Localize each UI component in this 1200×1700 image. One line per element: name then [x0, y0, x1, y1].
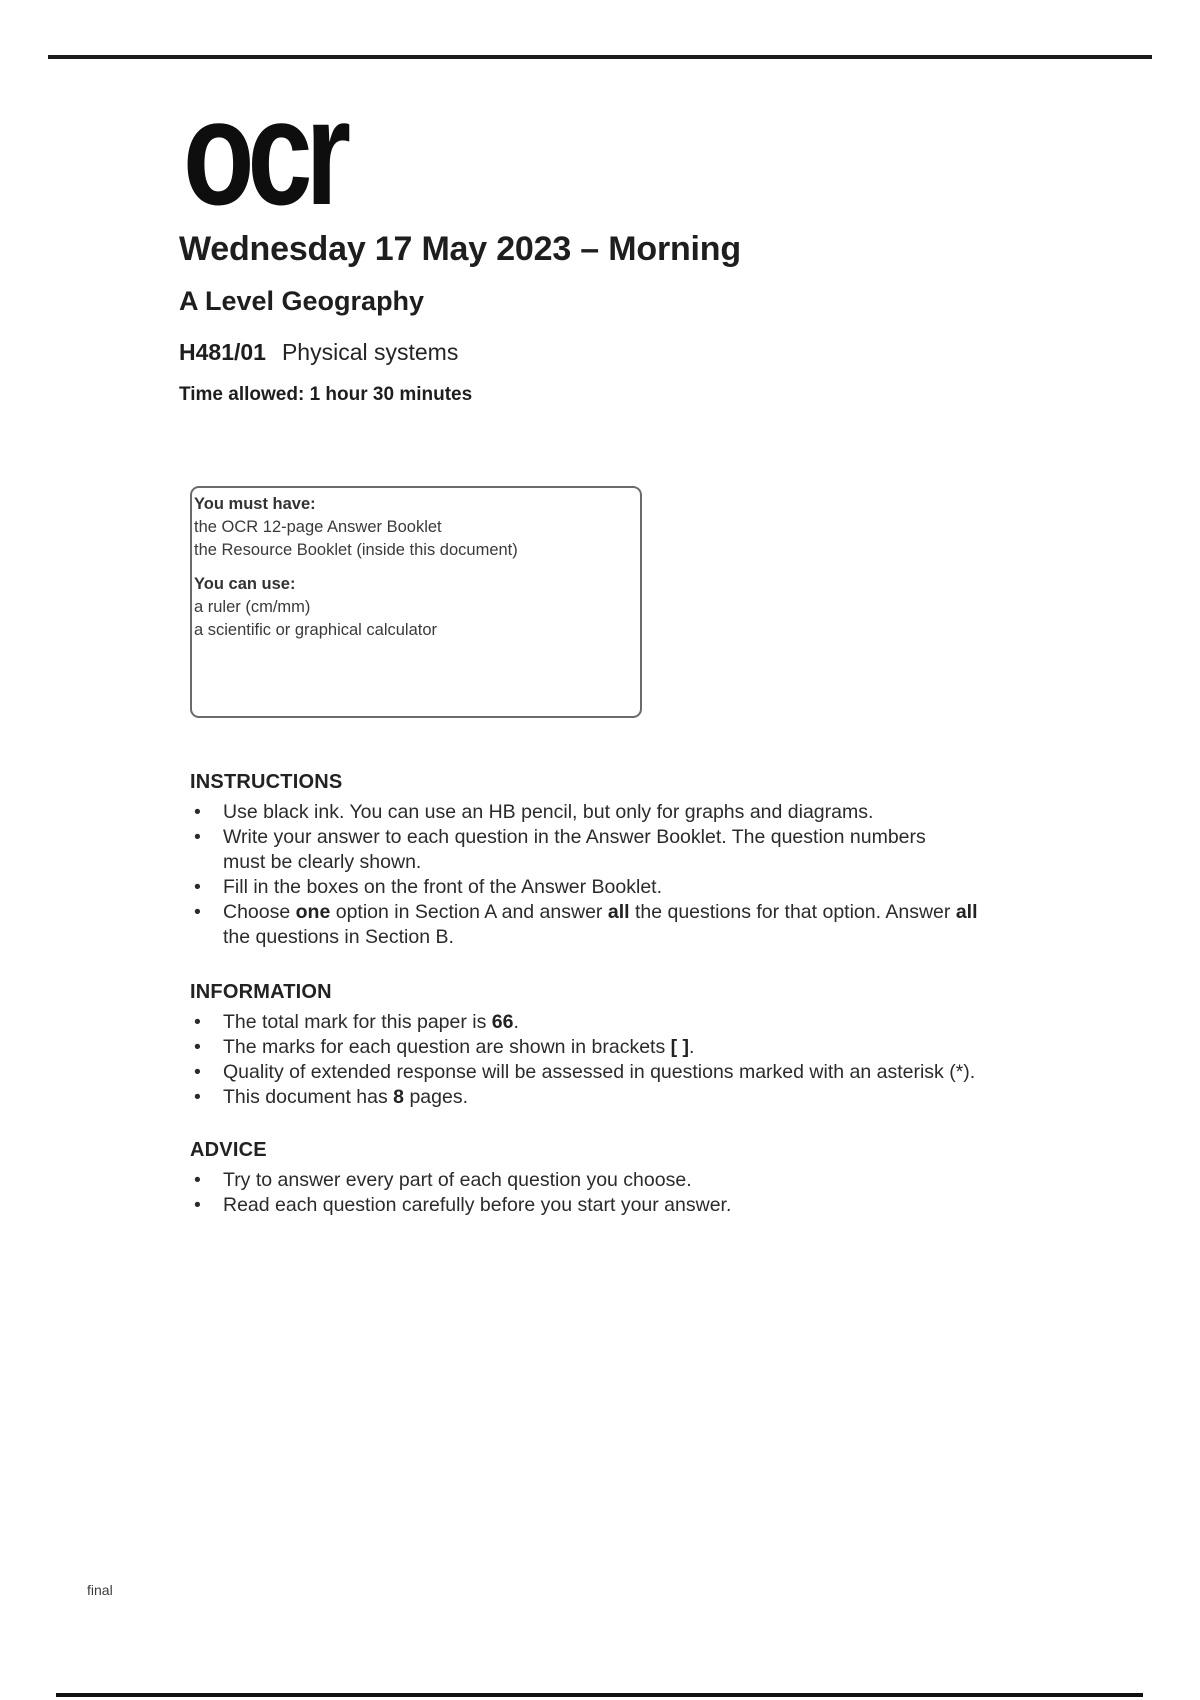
must-have-item: the OCR 12-page Answer Booklet [194, 518, 442, 536]
top-rule [48, 55, 1152, 59]
list-item-text: This document has 8 pages. [223, 1086, 468, 1108]
list-item [190, 875, 1075, 900]
list-item-text: Write your answer to each question in the Answer Booklet. The question numbers must be clearly shown. [223, 826, 926, 873]
bullet-icon: • [194, 901, 201, 923]
bullet-icon: • [194, 876, 201, 898]
bullet-icon: • [194, 826, 201, 848]
list-item [190, 825, 1075, 875]
information-section [190, 980, 1075, 1110]
instructions-heading: INSTRUCTIONS [190, 771, 343, 793]
bullet-icon: • [194, 1194, 201, 1216]
must-have-heading: You must have: [194, 495, 316, 513]
materials-box [190, 486, 642, 718]
bullet-icon: • [194, 1169, 201, 1191]
paper-code: H481/01 [179, 339, 266, 365]
list-item-text: Choose one option in Section A and answer all the questions for that option. Answer all the questions in Section B. [223, 901, 978, 948]
list-item [190, 1168, 1075, 1193]
bullet-icon: • [194, 801, 201, 823]
time-allowed: Time allowed: 1 hour 30 minutes [179, 384, 473, 405]
list-item [190, 1060, 1075, 1085]
must-have-item: the Resource Booklet (inside this document) [194, 541, 518, 559]
list-item-text: Use black ink. You can use an HB pencil, but only for graphs and diagrams. [223, 801, 874, 823]
instructions-section [190, 770, 1075, 950]
list-item-text: Try to answer every part of each question you choose. [223, 1169, 692, 1191]
page-title: Wednesday 17 May 2023 – Morning [179, 230, 741, 268]
bullet-icon: • [194, 1061, 201, 1083]
bullet-icon: • [194, 1086, 201, 1108]
list-item-text: The total mark for this paper is 66. [223, 1011, 519, 1033]
list-item [190, 1193, 1075, 1218]
information-heading: INFORMATION [190, 981, 332, 1003]
can-use-item: a ruler (cm/mm) [194, 598, 311, 616]
bullet-icon: • [194, 1011, 201, 1033]
list-item [190, 900, 1075, 950]
bottom-rule [56, 1693, 1143, 1697]
list-item-text: Fill in the boxes on the front of the Answer Booklet. [223, 876, 662, 898]
bullet-icon: • [194, 1036, 201, 1058]
list-item [190, 1035, 1075, 1060]
list-item [190, 800, 1075, 825]
list-item-text: Read each question carefully before you start your answer. [223, 1194, 732, 1216]
advice-heading: ADVICE [190, 1139, 267, 1161]
advice-section [190, 1138, 1075, 1218]
list-item [190, 1085, 1075, 1110]
list-item-text: The marks for each question are shown in brackets [ ]. [223, 1036, 695, 1058]
list-item-text: Quality of extended response will be assessed in questions marked with an asterisk (*). [223, 1061, 976, 1083]
paper-name: Physical systems [281, 339, 459, 365]
qualification-title: A Level Geography [179, 286, 425, 316]
can-use-heading: You can use: [194, 575, 296, 593]
final-note: final [87, 1582, 113, 1598]
list-item [190, 1010, 1075, 1035]
can-use-item: a scientific or graphical calculator [194, 621, 438, 639]
paper-code-line [179, 339, 458, 366]
ocr-logo: ocr [183, 68, 345, 236]
